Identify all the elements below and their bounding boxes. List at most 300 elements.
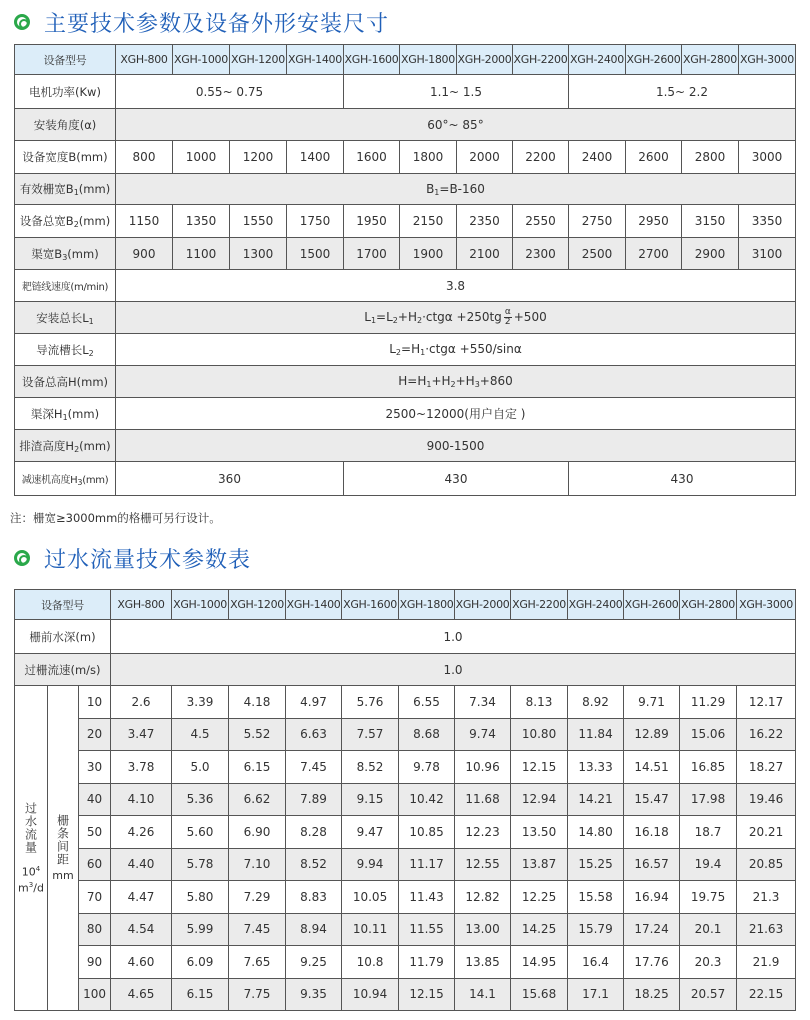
model-header: XGH-2600 [624,590,680,620]
value-cell: 900-1500 [116,430,796,462]
flow-value-cell: 6.55 [399,686,455,719]
header-model-label: 设备型号 [15,45,116,75]
flow-value-cell: 18.7 [680,816,737,849]
table-row [15,848,796,881]
flow-value-cell: 16.18 [624,816,680,849]
bar-spacing-unit: mm [52,869,74,882]
flow-value-cell: 4.5 [172,718,229,751]
flow-value-cell: 9.78 [399,751,455,784]
label-text: (mm) [67,406,100,421]
table-row-effective-width [15,174,796,205]
flow-value-cell: 10.80 [511,718,568,751]
bar-spacing-label: 栅条间距 [55,814,70,866]
section-title-flow-params [14,540,251,576]
model-header: XGH-2200 [511,590,568,620]
flow-value-cell: 4.40 [111,848,172,881]
row-label: 电机功率(Kw) [15,75,116,109]
label-text: (mm) [79,438,111,453]
value-cell: 3150 [682,205,739,238]
model-header: XGH-1200 [230,45,287,75]
value-cell: 1950 [344,205,400,238]
flow-value-cell: 15.25 [568,848,624,881]
label-text: 有效栅宽B [19,182,74,196]
value-cell: 1000 [173,141,230,174]
main-params-table [14,44,796,496]
model-header: XGH-1800 [399,590,455,620]
row-label [15,302,116,334]
flow-value-cell: 7.34 [455,686,511,719]
flow-value-cell: 5.80 [172,881,229,914]
model-header: XGH-2000 [455,590,511,620]
flow-value-cell: 19.75 [680,881,737,914]
model-header: XGH-800 [111,590,172,620]
formula-sub: 1 [370,316,377,325]
flow-value-cell: 19.4 [680,848,737,881]
flow-value-cell: 21.9 [737,946,796,979]
formula-text: ·ctgα +250tg [422,310,502,324]
value-cell: 360 [116,462,344,496]
table-row [15,783,796,816]
table-row [15,913,796,946]
unit-sup: 4 [35,864,41,873]
flow-rate-unit [15,863,47,894]
flow-value-cell: 9.94 [342,848,399,881]
value-cell: 2350 [457,205,513,238]
flow-value-cell: 10.05 [342,881,399,914]
formula-cell [116,174,796,205]
label-sub: 1 [62,412,68,422]
flow-value-cell: 12.15 [399,978,455,1011]
label-text: (mm) [78,214,111,228]
flow-params-table [14,589,796,1011]
flow-value-cell: 12.23 [455,816,511,849]
model-header: XGH-2800 [682,45,739,75]
flow-value-cell: 11.55 [399,913,455,946]
flow-value-cell: 3.47 [111,718,172,751]
value-cell: 1400 [287,141,344,174]
table-row-install-length [15,302,796,334]
formula-cell [116,302,796,334]
flow-value-cell: 4.10 [111,783,172,816]
flow-value-cell: 16.94 [624,881,680,914]
flow-value-cell: 8.68 [399,718,455,751]
flow-value-cell: 13.87 [511,848,568,881]
unit-text: /d [33,881,44,895]
flow-value-cell: 20.57 [680,978,737,1011]
flow-value-cell: 12.82 [455,881,511,914]
flow-value-cell: 9.47 [342,816,399,849]
value-cell: 1700 [344,238,400,270]
model-header: XGH-1600 [344,45,400,75]
flow-value-cell: 4.26 [111,816,172,849]
table-row-channel-width [15,238,796,270]
flow-value-cell: 15.68 [511,978,568,1011]
value-cell: 1.0 [111,620,796,654]
formula-text: L [364,310,371,324]
formula-sub: 1 [420,348,426,357]
double-circle-icon [14,14,30,30]
flow-value-cell: 6.15 [172,978,229,1011]
flow-value-cell: 5.60 [172,816,229,849]
flow-value-cell: 17.76 [624,946,680,979]
spacing-value: 20 [79,718,111,751]
flow-value-cell: 4.60 [111,946,172,979]
value-cell: 60°~ 85° [116,109,796,141]
value-cell: 3.8 [116,270,796,302]
flow-value-cell: 14.51 [624,751,680,784]
value-cell: 2800 [682,141,739,174]
table-row [15,978,796,1011]
label-sub: 3 [77,477,83,487]
flow-value-cell: 19.46 [737,783,796,816]
unit-text: m [18,881,29,895]
model-header: XGH-1000 [173,45,230,75]
spacing-value: 90 [79,946,111,979]
formula-text: H=H [398,374,427,388]
label-text: (mm) [82,474,109,486]
table-row-discharge-height [15,430,796,462]
flow-rate-label-cell [15,686,48,1011]
table-row [15,718,796,751]
label-text: 导流槽长L [36,342,89,357]
label-text: 减速机高度H [21,474,78,486]
value-cell: 0.55~ 0.75 [116,75,344,109]
formula-sub: 1 [426,380,432,389]
model-header: XGH-2000 [457,45,513,75]
flow-value-cell: 6.15 [229,751,286,784]
flow-value-cell: 7.45 [286,751,342,784]
spacing-value: 10 [79,686,111,719]
label-text: 排渣高度H [19,438,75,453]
spacing-value: 80 [79,913,111,946]
flow-value-cell: 9.15 [342,783,399,816]
flow-value-cell: 12.89 [624,718,680,751]
label-text: (mm) [78,182,111,196]
flow-value-cell: 6.63 [286,718,342,751]
flow-value-cell: 7.89 [286,783,342,816]
value-cell: 800 [116,141,173,174]
model-header: XGH-2800 [680,590,737,620]
table-row-motor-power [15,75,796,109]
table-row-total-height [15,366,796,398]
flow-value-cell: 12.94 [511,783,568,816]
flow-value-cell: 16.85 [680,751,737,784]
flow-value-cell: 16.22 [737,718,796,751]
label-sub: 2 [74,444,80,454]
row-label [15,205,116,238]
value-cell: 1350 [173,205,230,238]
value-cell: 430 [344,462,569,496]
table-header-row [15,45,796,75]
model-header: XGH-1200 [229,590,286,620]
model-header: XGH-1400 [286,590,342,620]
flow-data-body [15,686,796,1011]
flow-value-cell: 10.8 [342,946,399,979]
row-label [15,430,116,462]
value-cell: 2950 [626,205,682,238]
flow-value-cell: 10.94 [342,978,399,1011]
formula-text: +H [431,374,451,388]
label-sub: 2 [88,348,94,358]
value-cell: 1500 [287,238,344,270]
formula-sub: 2 [450,380,456,389]
row-label [15,174,116,205]
flow-value-cell: 7.45 [229,913,286,946]
table-row [15,686,796,719]
spacing-value: 100 [79,978,111,1011]
label-text: 渠深H [30,406,63,421]
flow-value-cell: 20.21 [737,816,796,849]
value-cell: 1600 [344,141,400,174]
value-cell: 2900 [682,238,739,270]
model-header: XGH-1600 [342,590,399,620]
formula-sub: 3 [474,380,480,389]
model-header: XGH-800 [116,45,173,75]
flow-value-cell: 4.65 [111,978,172,1011]
spacing-value: 40 [79,783,111,816]
flow-value-cell: 4.18 [229,686,286,719]
formula-text: =B-160 [439,181,485,196]
label-text: 安装总长L [36,310,89,325]
value-cell: 2000 [457,141,513,174]
table-row-chain-speed [15,270,796,302]
spacing-value: 60 [79,848,111,881]
table-row-water-depth [15,620,796,654]
flow-value-cell: 21.3 [737,881,796,914]
value-cell: 1800 [400,141,457,174]
flow-value-cell: 14.25 [511,913,568,946]
flow-value-cell: 7.65 [229,946,286,979]
unit-sup: 3 [28,880,34,889]
label-sub: 2 [73,220,79,229]
flow-value-cell: 22.15 [737,978,796,1011]
formula-sub: 2 [395,348,402,357]
flow-value-cell: 11.84 [568,718,624,751]
flow-value-cell: 7.10 [229,848,286,881]
value-cell: 2200 [513,141,569,174]
formula-text: B [426,181,435,196]
flow-value-cell: 6.62 [229,783,286,816]
value-cell: 3000 [739,141,796,174]
flow-value-cell: 13.00 [455,913,511,946]
model-header: XGH-1800 [400,45,457,75]
formula-cell [116,366,796,398]
unit-text: 10 [21,865,36,879]
model-header: XGH-2400 [568,590,624,620]
flow-value-cell: 15.06 [680,718,737,751]
label-sub: 1 [73,188,79,197]
flow-value-cell: 8.94 [286,913,342,946]
flow-value-cell: 10.11 [342,913,399,946]
label-sub: 1 [88,316,94,326]
table-row-install-angle [15,109,796,141]
row-label: 设备总高H(mm) [15,366,116,398]
flow-value-cell: 9.71 [624,686,680,719]
flow-value-cell: 11.17 [399,848,455,881]
value-cell: 2400 [569,141,626,174]
bar-spacing-label-cell [48,686,79,1011]
flow-value-cell: 21.63 [737,913,796,946]
table-header-row [15,590,796,620]
flow-value-cell: 20.3 [680,946,737,979]
value-cell: 1200 [230,141,287,174]
flow-value-cell: 8.52 [286,848,342,881]
row-label [15,398,116,430]
formula-text: =L [376,310,393,324]
flow-value-cell: 10.42 [399,783,455,816]
value-cell: 1.0 [111,654,796,686]
flow-value-cell: 12.15 [511,751,568,784]
flow-value-cell: 5.36 [172,783,229,816]
formula-sub: 2 [416,316,423,325]
flow-value-cell: 7.75 [229,978,286,1011]
flow-value-cell: 13.85 [455,946,511,979]
value-cell: 1.1~ 1.5 [344,75,569,109]
flow-value-cell: 20.85 [737,848,796,881]
flow-value-cell: 18.27 [737,751,796,784]
flow-value-cell: 4.47 [111,881,172,914]
table-row-total-width [15,205,796,238]
value-cell: 2500~12000(用户自定 ) [116,398,796,430]
value-cell: 2150 [400,205,457,238]
flow-value-cell: 5.52 [229,718,286,751]
footnote: 注：栅宽≥3000mm的格栅可另行设计。 [10,511,221,525]
formula-text: ·ctgα +550/sinα [425,342,522,356]
flow-value-cell: 20.1 [680,913,737,946]
formula-text: +H [397,310,417,324]
table-row [15,751,796,784]
flow-value-cell: 15.79 [568,913,624,946]
flow-value-cell: 5.78 [172,848,229,881]
formula-cell [116,334,796,366]
flow-value-cell: 10.85 [399,816,455,849]
value-cell: 430 [569,462,796,496]
label-sub: 3 [62,252,68,262]
fraction-numerator: α [504,307,511,317]
value-cell: 2600 [626,141,682,174]
flow-value-cell: 16.57 [624,848,680,881]
flow-rate-label: 过水流量 [23,801,38,854]
flow-value-cell: 11.68 [455,783,511,816]
value-cell: 2500 [569,238,626,270]
value-cell: 1150 [116,205,173,238]
flow-value-cell: 3.39 [172,686,229,719]
label-text: 渠宽B [31,246,63,261]
table-row-guide-length [15,334,796,366]
label-text: (mm) [67,246,99,261]
flow-value-cell: 14.95 [511,946,568,979]
model-header: XGH-3000 [737,590,796,620]
fraction [504,308,512,327]
flow-value-cell: 14.21 [568,783,624,816]
value-cell: 2300 [513,238,569,270]
flow-value-cell: 18.25 [624,978,680,1011]
value-cell: 1900 [400,238,457,270]
flow-value-cell: 17.98 [680,783,737,816]
model-header: XGH-1400 [287,45,344,75]
flow-value-cell: 8.83 [286,881,342,914]
value-cell: 1550 [230,205,287,238]
value-cell: 1750 [287,205,344,238]
flow-value-cell: 8.28 [286,816,342,849]
table-row [15,946,796,979]
value-cell: 2700 [626,238,682,270]
model-header: XGH-1000 [172,590,229,620]
flow-value-cell: 9.35 [286,978,342,1011]
flow-value-cell: 7.29 [229,881,286,914]
spacing-value: 30 [79,751,111,784]
row-label: 设备宽度B(mm) [15,141,116,174]
formula-sub: 2 [392,316,398,325]
table-row [15,881,796,914]
value-cell: 2750 [569,205,626,238]
value-cell: 1300 [230,238,287,270]
flow-value-cell: 9.74 [455,718,511,751]
flow-value-cell: 11.29 [680,686,737,719]
value-cell: 3350 [739,205,796,238]
flow-value-cell: 17.24 [624,913,680,946]
flow-value-cell: 9.25 [286,946,342,979]
formula-text: +860 [479,374,513,388]
header-model-label: 设备型号 [15,590,111,620]
table-row [15,816,796,849]
flow-value-cell: 17.1 [568,978,624,1011]
flow-value-cell: 12.17 [737,686,796,719]
row-label: 栅前水深(m) [15,620,111,654]
fraction-denominator: 2 [504,317,511,327]
row-label [15,462,116,496]
section-title-main-params [14,4,389,40]
flow-value-cell: 14.80 [568,816,624,849]
formula-text: =H [401,342,421,356]
flow-value-cell: 7.57 [342,718,399,751]
row-label: 安装角度(α) [15,109,116,141]
flow-value-cell: 10.96 [455,751,511,784]
section-title-text: 过水流量技术参数表 [44,547,252,573]
flow-value-cell: 12.55 [455,848,511,881]
model-header: XGH-2400 [569,45,626,75]
flow-value-cell: 4.54 [111,913,172,946]
value-cell: 1100 [173,238,230,270]
flow-value-cell: 11.79 [399,946,455,979]
flow-value-cell: 2.6 [111,686,172,719]
flow-value-cell: 6.09 [172,946,229,979]
flow-value-cell: 8.52 [342,751,399,784]
flow-value-cell: 14.1 [455,978,511,1011]
row-label: 耙链线速度(m/min) [15,270,116,302]
flow-value-cell: 8.13 [511,686,568,719]
value-cell: 1.5~ 2.2 [569,75,796,109]
value-cell: 2550 [513,205,569,238]
model-header: XGH-2600 [626,45,682,75]
model-header: XGH-3000 [739,45,796,75]
section-title-text: 主要技术参数及设备外形安装尺寸 [44,11,390,37]
flow-value-cell: 4.97 [286,686,342,719]
row-label [15,238,116,270]
flow-value-cell: 13.50 [511,816,568,849]
formula-text: L [389,342,396,356]
flow-value-cell: 5.0 [172,751,229,784]
flow-value-cell: 15.47 [624,783,680,816]
flow-value-cell: 16.4 [568,946,624,979]
formula-sub: 1 [434,187,440,197]
flow-value-cell: 13.33 [568,751,624,784]
value-cell: 900 [116,238,173,270]
formula-text: +H [455,374,475,388]
row-label: 过栅流速(m/s) [15,654,111,686]
flow-value-cell: 3.78 [111,751,172,784]
flow-value-cell: 5.76 [342,686,399,719]
